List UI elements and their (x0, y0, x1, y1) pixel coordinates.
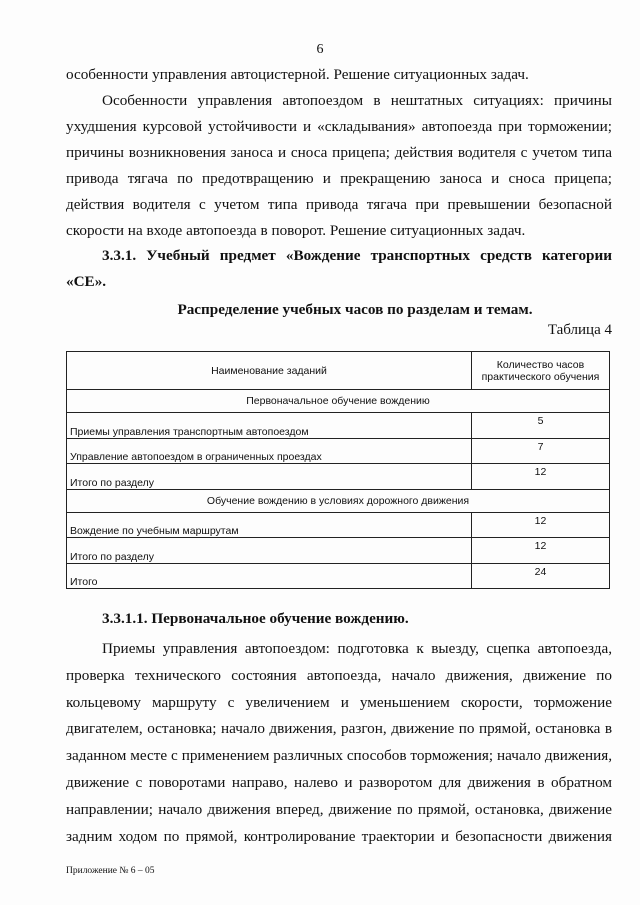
table-header-row (67, 352, 610, 390)
distribution-heading: Распределение учебных часов по разделам и темам. (177, 301, 533, 318)
paragraph-continuation: особенности управления автоцистерной. Решение ситуационных задач. (66, 66, 529, 83)
task-name: Итого (67, 563, 472, 589)
text-line: заданном месте с применением различных способов торможения; начало движения, (66, 747, 612, 765)
page-footer: Приложение № 6 – 05 (66, 866, 155, 876)
sub-heading: 3.3.1.1. Первоначальное обучение вождению. (102, 610, 409, 627)
section-title: Обучение вождению в условиях дорожного движения (67, 489, 610, 512)
header-hours (472, 352, 610, 390)
text-line: причины возникновения заноса и сноса прицепа; действия водителя с учетом типа (66, 144, 612, 161)
task-name: Вождение по учебным маршрутам (67, 512, 472, 538)
task-hours: 12 (472, 464, 610, 490)
text-line: направлении; начало движения вперед, движение по прямой, остановка, движение (66, 800, 612, 818)
header-hours-line: Количество часов (496, 358, 585, 371)
heading-line: «СЕ». (66, 273, 107, 290)
page-number: 6 (316, 42, 324, 57)
text-line: кольцевому маршруту с увеличением и уменьшением скорости, торможение (66, 693, 612, 711)
task-hours: 24 (472, 563, 610, 589)
paragraph-emergency-handling (66, 88, 612, 244)
heading-line: 3.3.1. Учебный предмет «Вождение транспортных средств категории (102, 247, 612, 264)
task-name: Итого по разделу (67, 538, 472, 564)
table-caption: Таблица 4 (547, 322, 612, 338)
table-row (67, 413, 610, 439)
task-hours: 12 (472, 512, 610, 538)
text-line: проверка технического состояния автопоезда, начало движения, движение по (66, 666, 612, 684)
text-line: двигателем, остановка; начало движения, разгон, движение по прямой, остановка в (66, 720, 612, 738)
task-hours: 12 (472, 538, 610, 564)
section-row (67, 390, 610, 413)
table-row (67, 538, 610, 564)
text-line: действия водителя с учетом типа привода тягача при превышении безопасной (66, 196, 612, 213)
header-hours-line: практического обучения (481, 370, 600, 383)
table-row (67, 438, 610, 464)
text-line: Приемы управления автопоездом: подготовка к выезду, сцепка автопоезда, (102, 640, 612, 657)
text-line: Особенности управления автопоездом в нештатных ситуациях: причины (102, 92, 612, 109)
table-row (67, 563, 610, 589)
text-line: движение с поворотами направо, налево и разворотом для движения в обратном (66, 773, 612, 791)
task-name: Приемы управления транспортным автопоездом (67, 413, 472, 439)
section-row (67, 489, 610, 512)
task-name: Управление автопоездом в ограниченных проездах (67, 438, 472, 464)
task-hours: 5 (472, 413, 610, 439)
header-task-name: Наименование заданий (67, 352, 472, 390)
task-name: Итого по разделу (67, 464, 472, 490)
section-title: Первоначальное обучение вождению (67, 390, 610, 413)
text-line: привода тягача по предотвращению и прекращению заноса и сноса прицепа; (66, 170, 612, 187)
task-hours: 7 (472, 438, 610, 464)
table-row (67, 512, 610, 538)
text-line: задним ходом по прямой, контролирование траектории и безопасности движения (66, 827, 612, 845)
paragraph-driving-techniques (66, 636, 612, 850)
hours-table (66, 351, 610, 589)
text-line: ухудшения курсовой устойчивости и «складывания» автопоезда при торможении; (66, 118, 612, 135)
subject-heading (66, 243, 612, 295)
text-line: скорости на входе автопоезда в поворот. Решение ситуационных задач. (66, 222, 526, 239)
table-row (67, 464, 610, 490)
